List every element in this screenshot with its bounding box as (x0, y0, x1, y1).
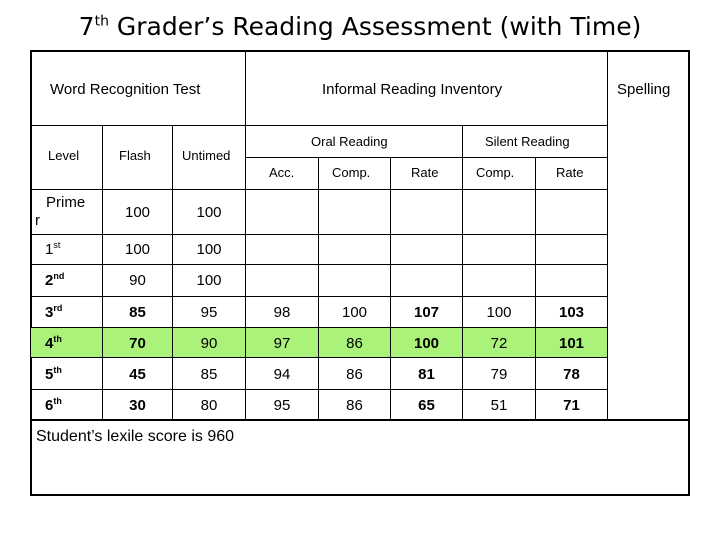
grid-line (31, 296, 608, 297)
oral-comp-cell: 86 (346, 397, 363, 414)
header-oral-reading: Oral Reading (311, 134, 388, 149)
silent-rate-cell: 101 (558, 335, 585, 352)
flash-cell: 100 (124, 204, 151, 221)
untimed-cell: 100 (196, 241, 222, 258)
header-spelling: Spelling (617, 81, 671, 98)
lexile-score-text: Student’s lexile score is 960 (36, 428, 235, 445)
acc-cell: 97 (273, 335, 291, 352)
silent-rate-cell: 103 (558, 304, 585, 321)
flash-cell: 85 (129, 304, 146, 321)
grid-line (31, 125, 608, 126)
grid-line (31, 389, 608, 390)
header-oral-rate: Rate (411, 165, 439, 180)
header-flash: Flash (119, 148, 151, 163)
oral-comp-cell: 86 (346, 335, 363, 352)
untimed-cell: 95 (200, 304, 218, 321)
silent-rate-cell: 71 (563, 397, 580, 414)
oral-rate-cell: 107 (413, 304, 440, 321)
grid-line (31, 234, 608, 235)
silent-rate-cell: 78 (563, 366, 580, 383)
oral-rate-cell: 81 (418, 366, 435, 383)
header-untimed: Untimed (182, 148, 231, 163)
untimed-cell: 90 (200, 335, 218, 352)
acc-cell: 98 (273, 304, 291, 321)
header-level: Level (48, 148, 80, 163)
grid-line (31, 264, 608, 265)
level-cell: 6th (45, 396, 62, 414)
grid-line (246, 157, 607, 158)
oral-rate-cell: 100 (413, 335, 440, 352)
untimed-cell: 100 (196, 204, 222, 221)
level-cell: Prime (46, 194, 86, 211)
grid-line (31, 419, 690, 421)
grid-line (245, 51, 246, 125)
flash-cell: 70 (129, 335, 146, 352)
header-acc: Acc. (269, 165, 295, 180)
silent-comp-cell: 79 (490, 366, 508, 383)
level-cell: 1st (45, 240, 61, 258)
level-cell: 5th (45, 365, 62, 383)
page-title: 7th Grader’s Reading Assessment (with Time) (78, 12, 642, 41)
flash-cell: 90 (129, 272, 146, 289)
untimed-cell: 100 (196, 272, 222, 289)
grid-line (607, 51, 608, 419)
header-silent-rate: Rate (556, 165, 584, 180)
silent-comp-cell: 100 (486, 304, 512, 321)
level-cell: 3rd (45, 303, 63, 321)
flash-cell: 45 (129, 366, 146, 383)
grid-line (31, 189, 608, 190)
level-cell-wrap: r (35, 212, 40, 229)
level-cell: 4th (45, 334, 62, 352)
header-silent-reading: Silent Reading (485, 134, 570, 149)
oral-rate-cell: 65 (418, 397, 435, 414)
acc-cell: 95 (273, 397, 291, 414)
flash-cell: 100 (124, 241, 151, 258)
oral-comp-cell: 100 (341, 304, 368, 321)
silent-comp-cell: 72 (490, 335, 508, 352)
untimed-cell: 80 (200, 397, 218, 414)
header-silent-comp: Comp. (476, 165, 515, 180)
silent-comp-cell: 51 (490, 397, 508, 414)
level-cell: 2nd (45, 271, 65, 289)
header-word-recognition: Word Recognition Test (50, 81, 201, 98)
grid-line (31, 327, 608, 328)
header-informal-reading: Informal Reading Inventory (322, 81, 503, 98)
untimed-cell: 85 (200, 366, 218, 383)
grid-line (31, 357, 608, 358)
header-oral-comp: Comp. (332, 165, 371, 180)
acc-cell: 94 (273, 366, 291, 383)
oral-comp-cell: 86 (346, 366, 363, 383)
flash-cell: 30 (129, 397, 146, 414)
